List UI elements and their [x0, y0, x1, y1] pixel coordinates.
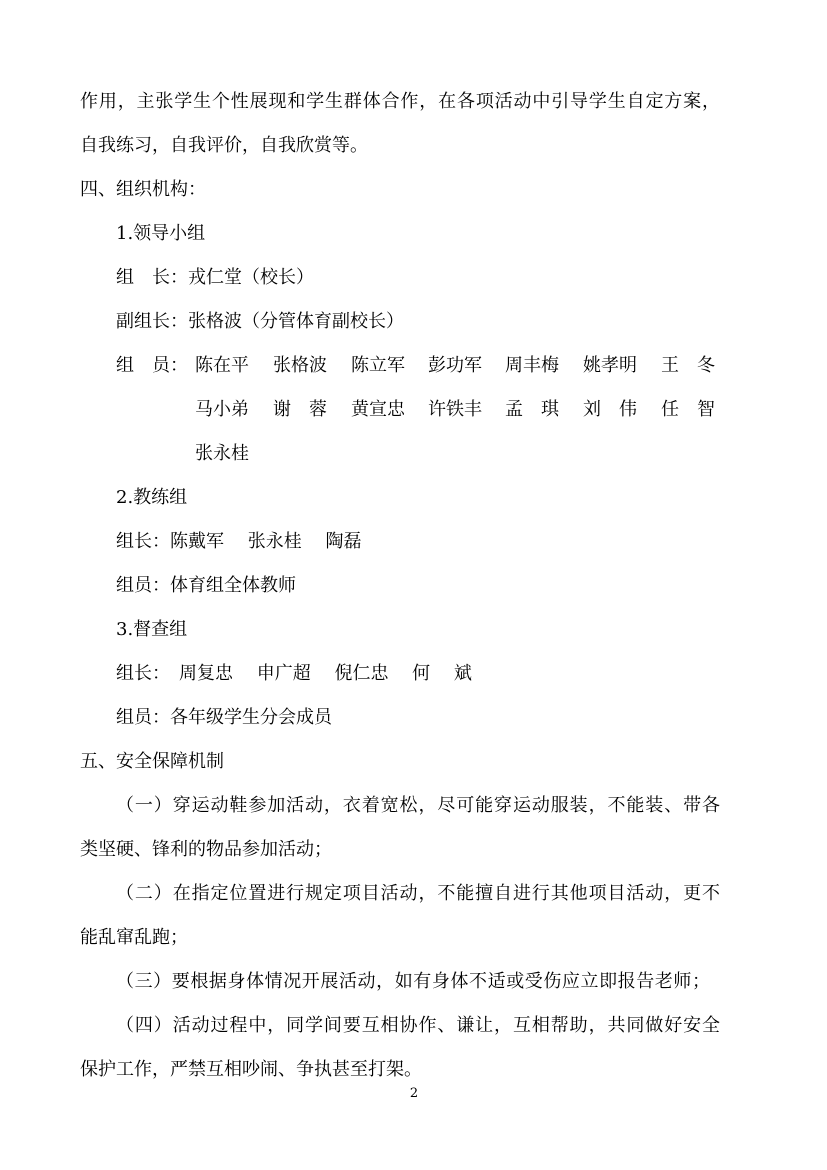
section-heading: 四、组织机构：	[80, 179, 206, 200]
paragraph-line: 保护工作，严禁互相吵闹、争执甚至打架。	[80, 1059, 422, 1080]
member-name: 周丰梅	[505, 355, 559, 376]
member-name: 黄宣忠	[351, 399, 405, 420]
member-name: 孟 琪	[505, 399, 559, 420]
member-name: 陈在平	[195, 355, 249, 376]
paragraph-line: （一）穿运动鞋参加活动，衣着宽松，尽可能穿运动服装，不能装、带各	[116, 795, 720, 816]
paragraph-line: （二）在指定位置进行规定项目活动，不能擅自进行其他项目活动，更不	[116, 883, 720, 904]
members-line: 组员：体育组全体教师	[116, 575, 296, 596]
member-name: 彭功军	[428, 355, 482, 376]
leader-line: 组 长：戎仁堂（校长）	[116, 267, 314, 288]
leader-line: 组长：陈戴军 张永桂 陶磊	[116, 531, 362, 552]
member-name: 许铁丰	[428, 399, 482, 420]
vice-leader-line: 副组长：张格波（分管体育副校长）	[116, 311, 404, 332]
member-name: 姚孝明	[583, 355, 637, 376]
leader-line: 组长： 周复忠 申广超 倪仁忠 何 斌	[116, 663, 472, 684]
member-name: 任 智	[661, 399, 715, 420]
paragraph-line: 自我练习，自我评价，自我欣赏等。	[80, 135, 368, 156]
page-number: 2	[409, 1086, 419, 1101]
members-label: 组 员：	[116, 355, 188, 376]
section-heading: 五、安全保障机制	[80, 751, 224, 772]
members-line: 组员：各年级学生分会成员	[116, 707, 332, 728]
paragraph-line: （四）活动过程中，同学间要互相协作、谦让，互相帮助，共同做好安全	[116, 1015, 720, 1036]
subsection-title: 3.督查组	[116, 619, 188, 640]
member-name: 张格波	[273, 355, 327, 376]
subsection-title: 2.教练组	[116, 487, 188, 508]
paragraph-line: 作用，主张学生个性展现和学生群体合作，在各项活动中引导学生自定方案，	[80, 91, 720, 112]
member-name: 张永桂	[195, 443, 249, 464]
paragraph-line: （三）要根据身体情况开展活动，如有身体不适或受伤应立即报告老师；	[116, 971, 710, 992]
member-name: 马小弟	[195, 399, 249, 420]
paragraph-line: 能乱窜乱跑；	[80, 927, 188, 948]
subsection-title: 1.领导小组	[116, 223, 206, 244]
member-name: 王 冬	[661, 355, 715, 376]
member-name: 刘 伟	[583, 399, 637, 420]
paragraph-line: 类坚硬、锋利的物品参加活动；	[80, 839, 332, 860]
member-name: 陈立军	[351, 355, 405, 376]
member-name: 谢 蓉	[273, 399, 327, 420]
